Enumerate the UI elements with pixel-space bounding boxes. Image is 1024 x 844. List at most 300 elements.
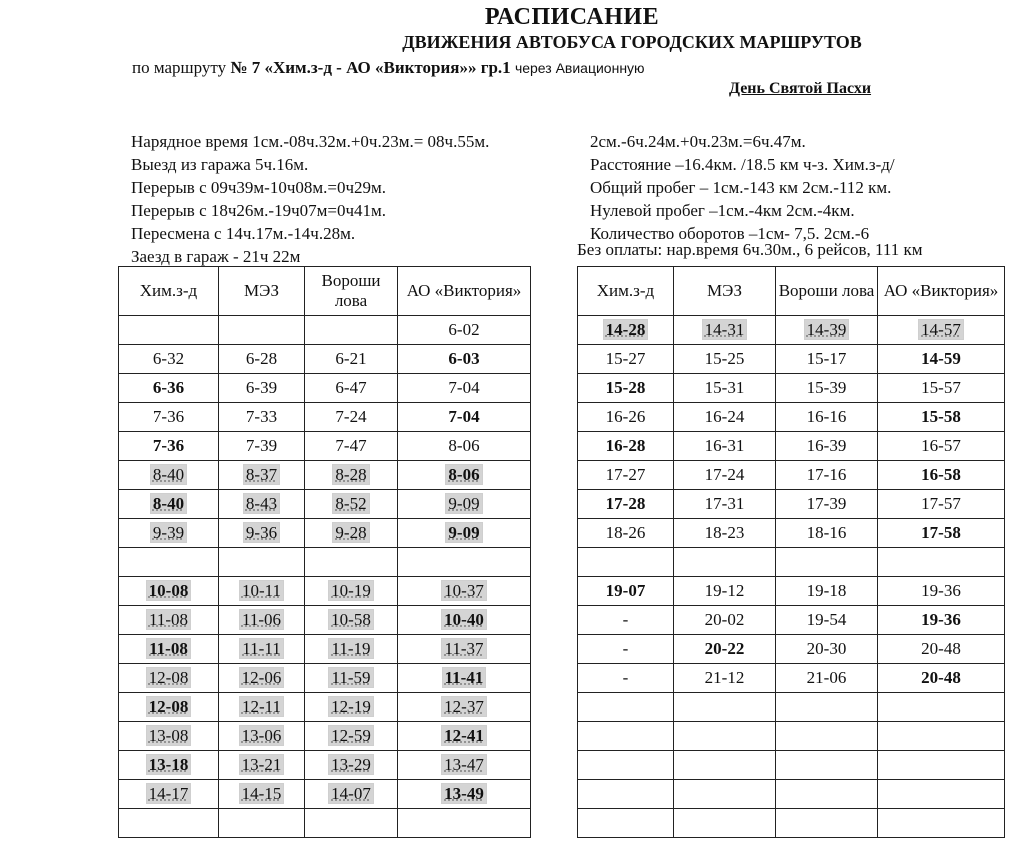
time-value: 21-06 xyxy=(806,668,847,687)
table-row xyxy=(578,519,1005,548)
column-header: АО «Виктория» xyxy=(398,267,531,316)
time-value: 20-22 xyxy=(704,639,745,658)
table-cell xyxy=(878,751,1005,780)
table-cell xyxy=(776,577,878,606)
table-cell xyxy=(776,606,878,635)
table-cell xyxy=(878,693,1005,722)
table-row xyxy=(578,490,1005,519)
table-row xyxy=(578,664,1005,693)
table-cell xyxy=(219,519,305,548)
column-header: МЭЗ xyxy=(219,267,305,316)
table-cell xyxy=(119,519,219,548)
table-cell xyxy=(219,345,305,374)
time-value: 10-19 xyxy=(331,581,371,600)
table-cell xyxy=(776,374,878,403)
time-value: 6-39 xyxy=(245,378,278,397)
info-line: Расстояние –16.4км. /18.5 км ч-з. Хим.з-д/ xyxy=(590,155,895,174)
table-cell xyxy=(219,809,305,838)
table-cell xyxy=(578,316,674,345)
table-cell xyxy=(578,548,674,577)
table-cell xyxy=(674,519,776,548)
table-cell xyxy=(219,490,305,519)
time-value: 8-06 xyxy=(448,465,480,484)
table-row xyxy=(578,403,1005,432)
table-cell xyxy=(398,722,531,751)
table-cell xyxy=(398,519,531,548)
time-value: 13-47 xyxy=(444,755,484,774)
table-cell xyxy=(398,490,531,519)
time-value: 10-08 xyxy=(148,581,189,600)
table-cell xyxy=(305,490,398,519)
time-value: 19-36 xyxy=(921,581,961,600)
time-value: 8-06 xyxy=(448,436,480,455)
table-cell xyxy=(219,432,305,461)
time-value: 14-15 xyxy=(241,784,282,803)
time-value: 7-04 xyxy=(448,378,480,397)
info-line: Заезд в гараж - 21ч 22м xyxy=(131,247,301,266)
table-cell xyxy=(219,548,305,577)
column-header: Хим.з-д xyxy=(578,267,674,316)
time-value: 7-36 xyxy=(152,407,185,426)
table-cell xyxy=(398,461,531,490)
page-subtitle: ДВИЖЕНИЯ АВТОБУСА ГОРОДСКИХ МАРШРУТОВ xyxy=(402,32,862,52)
time-value: 16-31 xyxy=(704,436,745,455)
table-cell xyxy=(776,345,878,374)
table-cell xyxy=(674,490,776,519)
table-cell xyxy=(119,722,219,751)
table-cell xyxy=(878,809,1005,838)
table-cell xyxy=(398,374,531,403)
table-row xyxy=(119,809,531,838)
time-value: 7-36 xyxy=(152,436,185,455)
table-row xyxy=(119,345,531,374)
table-cell xyxy=(878,606,1005,635)
table-row xyxy=(119,664,531,693)
table-row xyxy=(578,722,1005,751)
route-prefix: по маршруту xyxy=(132,58,227,77)
table-cell xyxy=(398,606,531,635)
table-cell xyxy=(398,432,531,461)
table-cell xyxy=(219,403,305,432)
time-value: 16-26 xyxy=(605,407,646,426)
table-cell xyxy=(119,316,219,345)
table-row xyxy=(119,606,531,635)
table-header-row xyxy=(578,267,1005,316)
table-cell xyxy=(305,780,398,809)
table-cell xyxy=(776,635,878,664)
table-cell xyxy=(674,374,776,403)
info-line: 2см.-6ч.24м.+0ч.23м.=6ч.47м. xyxy=(590,132,806,151)
time-value: 9-36 xyxy=(245,523,278,542)
table-cell xyxy=(674,432,776,461)
table-cell xyxy=(219,316,305,345)
table-cell xyxy=(578,345,674,374)
table-cell xyxy=(878,432,1005,461)
table-cell xyxy=(776,403,878,432)
time-value: 7-47 xyxy=(335,436,367,455)
info-line: Количество оборотов –1см- 7,5. 2см.-6 xyxy=(590,224,870,243)
table-cell xyxy=(674,461,776,490)
info-left-block xyxy=(131,130,489,268)
time-value: 14-57 xyxy=(921,320,961,339)
table-cell xyxy=(878,577,1005,606)
time-value: 10-11 xyxy=(241,581,282,600)
page-title: РАСПИСАНИЕ xyxy=(484,4,660,30)
table-cell xyxy=(398,403,531,432)
time-value: 17-16 xyxy=(806,465,847,484)
table-cell xyxy=(578,432,674,461)
time-value: 9-09 xyxy=(448,494,480,513)
time-value: 11-08 xyxy=(149,639,188,658)
time-value: 15-17 xyxy=(806,349,847,368)
time-value: 17-39 xyxy=(806,494,847,513)
table-cell xyxy=(776,693,878,722)
table-cell xyxy=(305,548,398,577)
table-row xyxy=(119,751,531,780)
table-row xyxy=(119,490,531,519)
table-cell xyxy=(398,809,531,838)
table-cell xyxy=(305,809,398,838)
table-cell xyxy=(878,635,1005,664)
info-line: Нарядное время 1см.-08ч.32м.+0ч.23м.= 08ч.55м. xyxy=(131,132,490,151)
table-cell xyxy=(878,548,1005,577)
time-value: 9-09 xyxy=(448,523,480,542)
table-cell xyxy=(119,490,219,519)
table-row xyxy=(578,693,1005,722)
table-cell xyxy=(674,548,776,577)
table-cell xyxy=(305,751,398,780)
info-line: Выезд из гаража 5ч.16м. xyxy=(131,155,309,174)
table-row xyxy=(578,548,1005,577)
table-cell xyxy=(578,606,674,635)
time-value: 16-16 xyxy=(806,407,847,426)
table-cell xyxy=(219,635,305,664)
table-cell xyxy=(578,780,674,809)
time-value: 14-07 xyxy=(331,784,371,803)
time-value: 14-31 xyxy=(704,320,745,339)
time-value: 17-58 xyxy=(921,523,961,542)
time-value: 13-18 xyxy=(148,755,189,774)
table-cell xyxy=(578,403,674,432)
time-value: 14-39 xyxy=(806,320,847,339)
table-cell xyxy=(305,345,398,374)
time-value: 14-17 xyxy=(148,784,189,803)
info-line: Пересмена с 14ч.17м.-14ч.28м. xyxy=(131,224,356,243)
table-cell xyxy=(398,577,531,606)
table-cell xyxy=(776,722,878,751)
table-cell xyxy=(398,693,531,722)
time-value: 20-48 xyxy=(921,639,961,658)
time-value: 6-28 xyxy=(245,349,278,368)
route-name: № 7 «Хим.з-д - АО «Виктория»» гр.1 xyxy=(230,58,511,77)
table-cell xyxy=(578,461,674,490)
time-value: 15-57 xyxy=(921,378,961,397)
time-value: 12-08 xyxy=(148,668,189,687)
time-value: 19-18 xyxy=(806,581,847,600)
table-cell xyxy=(776,432,878,461)
time-value: 11-08 xyxy=(148,610,189,629)
time-value: 19-07 xyxy=(605,581,646,600)
table-cell xyxy=(776,519,878,548)
table-cell xyxy=(219,461,305,490)
time-value: 11-06 xyxy=(241,610,282,629)
table-cell xyxy=(776,548,878,577)
table-cell xyxy=(398,316,531,345)
table-cell xyxy=(878,461,1005,490)
table-row xyxy=(119,548,531,577)
time-value: 12-41 xyxy=(444,726,484,745)
table-header-row xyxy=(119,267,531,316)
time-value: 8-52 xyxy=(335,494,367,513)
table-cell xyxy=(219,722,305,751)
time-value: 16-39 xyxy=(806,436,847,455)
table-cell xyxy=(219,374,305,403)
time-value: 11-59 xyxy=(331,668,371,687)
table-cell xyxy=(119,432,219,461)
table-row xyxy=(578,432,1005,461)
time-value: 20-48 xyxy=(921,668,961,687)
table-cell xyxy=(398,751,531,780)
table-row xyxy=(578,316,1005,345)
time-value: 6-21 xyxy=(335,349,367,368)
table-cell xyxy=(578,577,674,606)
table-row xyxy=(578,577,1005,606)
schedule-table-right xyxy=(577,266,1005,838)
table-cell xyxy=(119,780,219,809)
table-row xyxy=(578,374,1005,403)
table-cell xyxy=(398,548,531,577)
time-value: 12-59 xyxy=(331,726,371,745)
table-cell xyxy=(674,635,776,664)
table-cell xyxy=(674,345,776,374)
time-value: 11-11 xyxy=(242,639,281,658)
time-value: 15-27 xyxy=(605,349,646,368)
table-cell xyxy=(674,722,776,751)
table-cell xyxy=(776,461,878,490)
time-value: 21-12 xyxy=(704,668,745,687)
table-cell xyxy=(119,461,219,490)
time-value: 13-08 xyxy=(148,726,189,745)
table-cell xyxy=(578,374,674,403)
time-value: 17-31 xyxy=(704,494,745,513)
time-value: 15-58 xyxy=(921,407,961,426)
table-cell xyxy=(219,577,305,606)
time-value: 13-06 xyxy=(241,726,282,745)
schedule-table-left xyxy=(118,266,531,838)
table-cell xyxy=(578,722,674,751)
route-line xyxy=(132,58,645,78)
time-value: 18-26 xyxy=(605,523,646,542)
time-value: 8-40 xyxy=(152,494,185,513)
time-value: - xyxy=(622,668,629,687)
time-value: 6-03 xyxy=(448,349,480,368)
table-cell xyxy=(776,809,878,838)
table-cell xyxy=(878,490,1005,519)
time-value: 6-32 xyxy=(152,349,185,368)
table-cell xyxy=(878,403,1005,432)
table-row xyxy=(578,809,1005,838)
table-cell xyxy=(674,809,776,838)
time-value: 11-41 xyxy=(444,668,484,687)
table-cell xyxy=(219,693,305,722)
time-value: 12-11 xyxy=(241,697,282,716)
time-value: 16-28 xyxy=(605,436,646,455)
time-value: 7-04 xyxy=(448,407,480,426)
table-cell xyxy=(305,374,398,403)
time-value: 20-02 xyxy=(704,610,745,629)
table-cell xyxy=(119,403,219,432)
time-value: 17-24 xyxy=(704,465,745,484)
time-value: 6-02 xyxy=(448,320,480,339)
time-value: 6-47 xyxy=(335,378,367,397)
time-value: 16-58 xyxy=(921,465,961,484)
table-cell xyxy=(219,606,305,635)
column-header: Вороши лова xyxy=(305,267,398,316)
time-value: 8-43 xyxy=(245,494,278,513)
table-cell xyxy=(674,606,776,635)
table-row xyxy=(578,461,1005,490)
table-cell xyxy=(878,345,1005,374)
table-row xyxy=(578,780,1005,809)
time-value: 12-19 xyxy=(331,697,371,716)
table-cell xyxy=(119,345,219,374)
time-value: 19-54 xyxy=(806,610,847,629)
table-cell xyxy=(305,316,398,345)
table-row xyxy=(119,635,531,664)
table-cell xyxy=(119,693,219,722)
time-value: 8-28 xyxy=(335,465,367,484)
table-row xyxy=(119,519,531,548)
table-cell xyxy=(305,577,398,606)
table-cell xyxy=(776,780,878,809)
time-value: 9-39 xyxy=(152,523,185,542)
info-line: Общий пробег – 1см.-143 км 2см.-112 км. xyxy=(590,178,892,197)
table-row xyxy=(119,693,531,722)
table-cell xyxy=(305,664,398,693)
table-cell xyxy=(878,316,1005,345)
time-value: 13-21 xyxy=(241,755,282,774)
time-value: 8-37 xyxy=(245,465,278,484)
table-cell xyxy=(674,403,776,432)
column-header: МЭЗ xyxy=(674,267,776,316)
table-row xyxy=(119,780,531,809)
table-cell xyxy=(119,635,219,664)
time-value: 16-24 xyxy=(704,407,745,426)
time-value: 11-37 xyxy=(444,639,484,658)
table-cell xyxy=(776,664,878,693)
table-cell xyxy=(674,316,776,345)
table-row xyxy=(119,722,531,751)
time-value: 10-58 xyxy=(331,610,371,629)
table-cell xyxy=(578,490,674,519)
time-value: 17-57 xyxy=(921,494,961,513)
table-cell xyxy=(305,403,398,432)
table-cell xyxy=(776,316,878,345)
time-value: 18-23 xyxy=(704,523,745,542)
time-value: 19-36 xyxy=(921,610,961,629)
table-cell xyxy=(398,635,531,664)
table-row xyxy=(119,316,531,345)
table-cell xyxy=(776,490,878,519)
table-cell xyxy=(398,345,531,374)
time-value: 7-24 xyxy=(335,407,367,426)
table-cell xyxy=(119,606,219,635)
table-cell xyxy=(674,693,776,722)
time-value: 16-57 xyxy=(921,436,961,455)
time-value: 15-25 xyxy=(704,349,745,368)
time-value: 8-40 xyxy=(152,465,185,484)
time-value: 7-33 xyxy=(245,407,278,426)
table-cell xyxy=(305,606,398,635)
time-value: - xyxy=(622,610,629,629)
table-cell xyxy=(219,664,305,693)
table-cell xyxy=(578,693,674,722)
table-cell xyxy=(578,664,674,693)
time-value: 12-08 xyxy=(148,697,189,716)
time-value: - xyxy=(622,639,629,658)
time-value: 17-27 xyxy=(605,465,646,484)
time-value: 10-37 xyxy=(444,581,484,600)
info-right-block xyxy=(590,130,895,245)
table-cell xyxy=(776,751,878,780)
column-header: АО «Виктория» xyxy=(878,267,1005,316)
time-value: 10-40 xyxy=(444,610,484,629)
table-row xyxy=(578,345,1005,374)
table-row xyxy=(119,403,531,432)
table-row xyxy=(119,374,531,403)
table-cell xyxy=(674,577,776,606)
table-cell xyxy=(674,780,776,809)
table-cell xyxy=(119,751,219,780)
table-cell xyxy=(578,519,674,548)
table-cell xyxy=(119,664,219,693)
route-via: через Авиационную xyxy=(514,60,645,76)
time-value: 12-37 xyxy=(444,697,484,716)
table-cell xyxy=(878,664,1005,693)
table-cell xyxy=(878,374,1005,403)
time-value: 7-39 xyxy=(245,436,278,455)
time-value: 15-39 xyxy=(806,378,847,397)
table-cell xyxy=(578,751,674,780)
time-value: 13-49 xyxy=(444,784,484,803)
time-value: 6-36 xyxy=(152,378,185,397)
info-line: Перерыв с 09ч39м-10ч08м.=0ч29м. xyxy=(131,178,387,197)
table-cell xyxy=(219,751,305,780)
table-cell xyxy=(578,635,674,664)
table-cell xyxy=(305,635,398,664)
time-value: 15-31 xyxy=(704,378,745,397)
table-row xyxy=(119,461,531,490)
table-cell xyxy=(119,548,219,577)
table-cell xyxy=(878,722,1005,751)
table-cell xyxy=(305,461,398,490)
time-value: 20-30 xyxy=(806,639,847,658)
table-cell xyxy=(674,664,776,693)
time-value: 17-28 xyxy=(605,494,646,513)
table-cell xyxy=(398,664,531,693)
holiday-label: День Святой Пасхи xyxy=(729,80,872,97)
table-cell xyxy=(398,780,531,809)
table-cell xyxy=(305,693,398,722)
table-row xyxy=(119,432,531,461)
time-value: 18-16 xyxy=(806,523,847,542)
table-cell xyxy=(674,751,776,780)
table-row xyxy=(578,635,1005,664)
column-header: Вороши лова xyxy=(776,267,878,316)
table-cell xyxy=(119,577,219,606)
table-cell xyxy=(878,519,1005,548)
info-line: Нулевой пробег –1см.-4км 2см.-4км. xyxy=(590,201,855,220)
